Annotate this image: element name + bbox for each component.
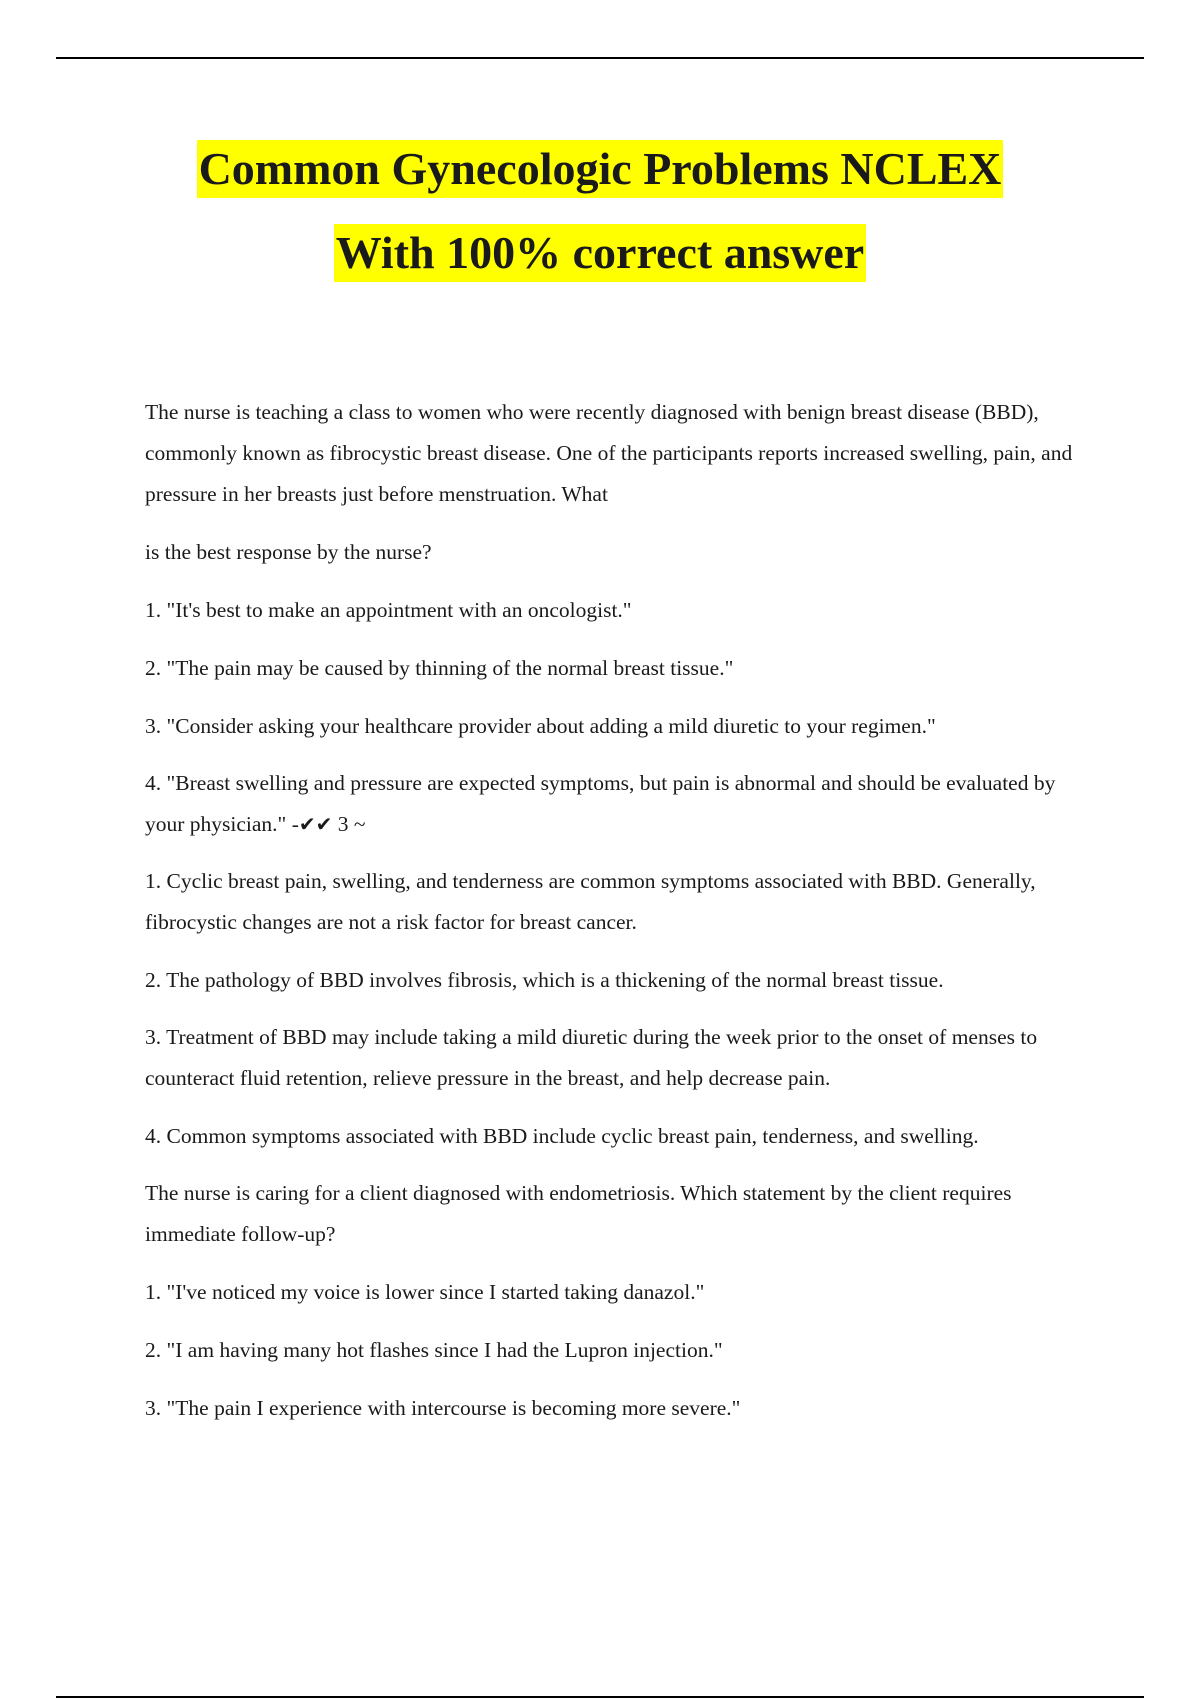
top-rule bbox=[56, 57, 1144, 59]
answer-key: 3 ~ bbox=[332, 812, 366, 836]
question-2-stem: The nurse is caring for a client diagnosed with endometriosis. Which statement by the client requires immediate follow-up? bbox=[145, 1181, 1012, 1246]
document-title bbox=[0, 140, 1200, 308]
title-line-2: With 100% correct answer bbox=[334, 224, 866, 282]
question-1-option-3: 3. "Consider asking your healthcare provider about adding a mild diuretic to your regimen." bbox=[145, 714, 936, 738]
title-line-1: Common Gynecologic Problems NCLEX bbox=[197, 140, 1004, 198]
question-1-option-1: 1. "It's best to make an appointment with an oncologist." bbox=[145, 598, 632, 622]
check-mark-icon: ✔✔ bbox=[298, 812, 333, 836]
rationale-1: 1. Cyclic breast pain, swelling, and tenderness are common symptoms associated with BBD. Generally, fibrocystic changes are not a risk factor for breast cancer. bbox=[145, 869, 1036, 934]
bottom-rule bbox=[56, 1696, 1144, 1698]
rationale-3: 3. Treatment of BBD may include taking a mild diuretic during the week prior to the onset of menses to counteract fluid retention, relieve pressure in the breast, and help decrease pain. bbox=[145, 1025, 1038, 1090]
question-2-option-3: 3. "The pain I experience with intercourse is becoming more severe." bbox=[145, 1396, 741, 1420]
document-body bbox=[145, 392, 1090, 1445]
question-2-option-2: 2. "I am having many hot flashes since I had the Lupron injection." bbox=[145, 1338, 723, 1362]
question-1-stem-continued: is the best response by the nurse? bbox=[145, 540, 432, 564]
rationale-2: 2. The pathology of BBD involves fibrosis, which is a thickening of the normal breast tissue. bbox=[145, 968, 944, 992]
question-2-option-1: 1. "I've noticed my voice is lower since I started taking danazol." bbox=[145, 1280, 705, 1304]
question-1-option-2: 2. "The pain may be caused by thinning of the normal breast tissue." bbox=[145, 656, 734, 680]
question-1-option-4 bbox=[145, 763, 1090, 845]
question-1-stem: The nurse is teaching a class to women who were recently diagnosed with benign breast disease (BBD), commonly known as fibrocystic breast disease. One of the participants reports increased swelling, pain, and pressure in her breasts just before menstruation. What bbox=[145, 400, 1073, 506]
option-4-text: 4. "Breast swelling and pressure are expected symptoms, but pain is abnormal and should be evaluated by your physician." - bbox=[145, 771, 1056, 836]
rationale-4: 4. Common symptoms associated with BBD include cyclic breast pain, tenderness, and swelling. bbox=[145, 1124, 979, 1148]
